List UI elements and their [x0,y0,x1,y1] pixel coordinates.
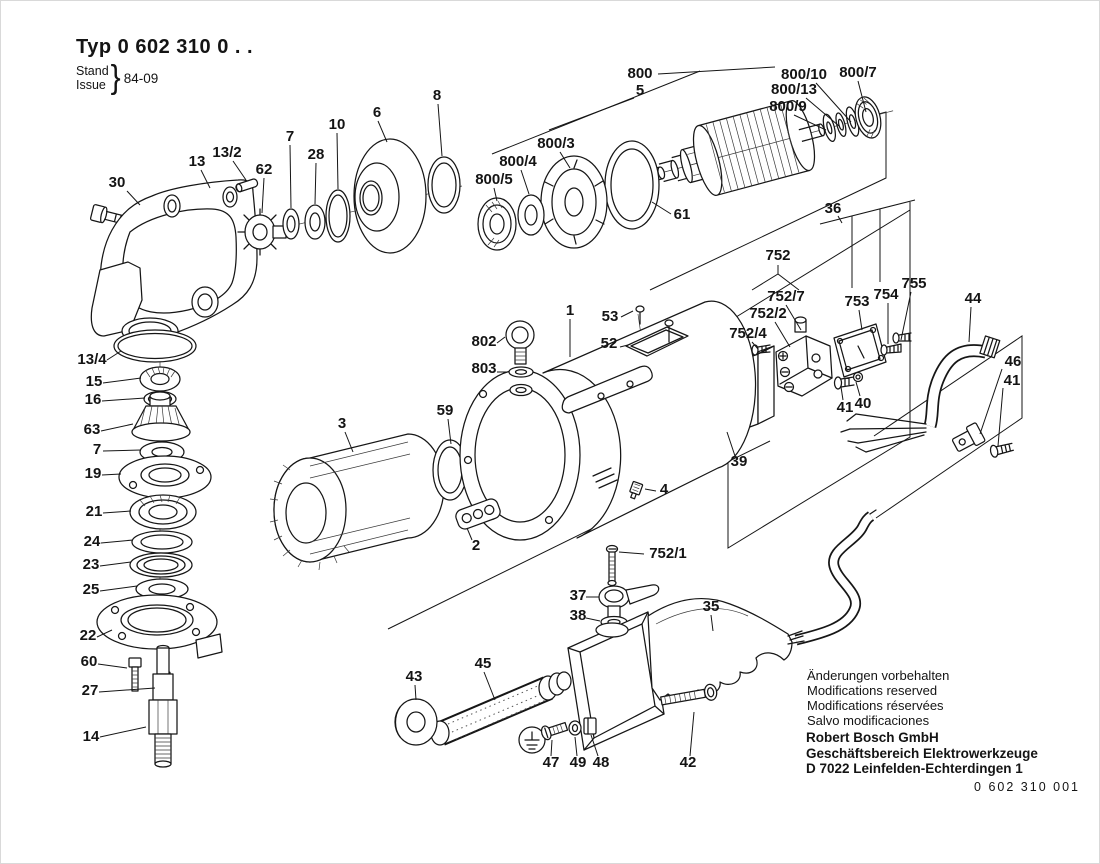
part-label-52: 52 [600,335,618,352]
part-label-1: 1 [565,302,575,319]
clamp-46 [950,422,985,454]
part-label-48: 48 [592,754,610,771]
part-label-13-2: 13/2 [212,144,242,161]
typ-label: Typ [76,36,112,58]
issue-label: Issue [76,78,106,92]
leader-30 [127,191,140,205]
leader-63 [101,424,133,431]
part-label-63: 63 [83,421,101,438]
needle-bearing-15 [140,367,180,391]
part-label-59: 59 [436,402,454,419]
part-label-802: 802 [471,333,497,350]
stator-3 [270,434,444,570]
ring-8 [428,157,460,213]
part-label-800-4: 800/4 [499,153,537,170]
part-label-800-9: 800/9 [769,98,807,115]
part-label-35: 35 [702,598,720,615]
foam-block-39-side [758,346,774,424]
part-label-16: 16 [84,391,102,408]
part-label-7: 7 [92,441,102,458]
leader-45 [484,672,495,700]
screw-60 [129,658,141,691]
leader-21 [103,511,131,513]
part-label-800: 800 [627,65,653,82]
group-motor [270,301,756,570]
plate-753 [834,324,886,377]
ring-10 [326,190,350,242]
part-label-800-5: 800/5 [475,171,513,188]
type-number: Typ 0 602 310 0 . . [76,36,254,58]
part-label-28: 28 [307,146,325,163]
screw-752-1 [607,546,618,583]
washer-7-front [283,209,299,239]
grommet-43 [395,699,437,745]
part-label-42: 42 [679,754,697,771]
bracket-752 [752,265,799,290]
leader-42 [690,712,694,756]
part-label-10: 10 [328,116,346,133]
leader-46 [980,369,1002,434]
part-label-800-10: 800/10 [781,66,827,83]
part-label-753: 753 [844,293,870,310]
housing-vents [593,468,617,488]
leader-753 [859,310,862,330]
part-label-752-7: 752/7 [767,288,805,305]
part-label-38: 38 [569,607,587,624]
part-label-752-4: 752/4 [729,325,767,342]
part-label-62: 62 [255,161,273,178]
leader-40 [856,382,860,396]
part-label-45: 45 [474,655,492,672]
screw-41-right [989,441,1014,457]
part-label-61: 61 [673,206,691,223]
leader-25 [100,586,137,591]
part-label-4: 4 [659,481,669,498]
part-label-23: 23 [82,556,100,573]
part-label-752-2: 752/2 [749,305,787,322]
leader-5 [549,98,634,130]
part-label-39: 39 [730,453,748,470]
part-label-41: 41 [1003,372,1021,389]
leader-6 [378,121,387,142]
ball-bearing-21 [130,495,196,529]
part-label-22: 22 [79,627,97,644]
washer-800-4 [518,195,544,235]
part-label-6: 6 [372,104,382,121]
ring-61 [605,141,659,229]
eye-bolt-802 [506,321,534,364]
leader-19 [102,474,121,475]
power-cord-body [796,516,871,640]
company-block [806,730,1038,777]
leader-13-4 [107,351,121,360]
leader-38 [586,618,600,621]
part-label-13: 13 [188,153,206,170]
leader-752-1 [619,552,644,554]
part-label-803: 803 [471,360,497,377]
leader-60 [98,664,127,668]
leader-14 [100,727,146,737]
part-label-14: 14 [82,728,100,745]
part-label-754: 754 [873,286,899,303]
leader-802 [497,337,505,343]
leader-10 [337,133,338,189]
company-division: Geschäftsbereich Elektrowerkzeuge [806,745,1038,761]
group-cable [796,336,1014,640]
modification-notes [807,668,949,728]
part-label-30: 30 [108,174,126,191]
part-label-25: 25 [82,581,100,598]
part-label-13-4: 13/4 [77,351,107,368]
washer-24 [132,531,192,553]
eyebolt-hole [510,385,532,396]
screw-754 [881,344,901,355]
cable-44-wires [841,414,926,452]
part-label-800-13: 800/13 [771,81,817,98]
note-en: Modifications reserved [807,683,938,698]
part-label-36: 36 [824,200,842,217]
bevel-pinion-62 [238,209,286,255]
leader-13-2 [233,161,246,180]
group-gear-head [90,139,460,344]
part-label-47: 47 [542,754,560,771]
leader-44 [969,307,971,342]
clamp-lever-37 [599,581,659,618]
washer-23 [130,553,192,577]
clip-48 [584,718,596,734]
brace-glyph: } [110,59,121,96]
power-cord-cut-end [870,510,876,514]
group-spindle-column [97,330,222,767]
o-ring-13-4 [114,330,196,362]
leader-16 [102,398,145,401]
issue-value: 84-09 [123,70,159,86]
spindle-14 [149,646,177,768]
stand-label: Stand [76,64,109,78]
company-address: D 7022 Leinfelden-Echterdingen 1 [806,761,1023,776]
washer-28 [305,205,325,239]
part-label-755: 755 [901,275,927,292]
flange-6 [354,139,426,253]
leader-24 [101,540,133,543]
leader-15 [103,378,141,383]
part-label-3: 3 [337,415,347,432]
fan-plate-800-3 [541,156,607,248]
gear-housing-13 [91,180,257,344]
part-label-44: 44 [964,290,982,307]
part-label-53: 53 [601,308,619,325]
washer-49 [569,721,581,735]
leader-800-10 [816,83,851,122]
part-label-15: 15 [85,373,103,390]
group-handle [395,546,804,754]
bevel-gear-63 [132,392,190,441]
leader-53 [621,311,633,317]
part-label-27: 27 [81,682,99,699]
part-label-752-1: 752/1 [649,545,687,562]
leader-62 [262,178,264,213]
note-fr: Modifications réservées [807,698,944,713]
company-name: Robert Bosch GmbH [806,730,939,745]
leader-7 [103,450,141,451]
bearing-800-5 [478,198,516,250]
note-es: Salvo modificaciones [807,713,930,728]
part-label-41: 41 [836,399,854,416]
part-label-37: 37 [569,587,587,604]
part-label-8: 8 [432,87,442,104]
part-label-800-7: 800/7 [839,64,877,81]
leader-8 [438,104,442,156]
part-label-24: 24 [83,533,101,550]
part-label-21: 21 [85,503,103,520]
leader-800-4 [521,170,529,194]
part-label-43: 43 [405,668,423,685]
leader-27 [99,688,155,692]
cable-44-end-fitting [980,336,1000,358]
document-number: 0 602 310 001 [974,780,1080,794]
part-label-7: 7 [285,128,295,145]
leader-43 [415,685,416,700]
part-label-752: 752 [765,247,791,264]
part-label-2: 2 [471,537,481,554]
part-label-60: 60 [80,653,98,670]
bearing-flange-19 [119,456,211,498]
note-de: Änderungen vorbehalten [807,668,950,683]
screw-47 [540,720,569,741]
leader-7 [290,145,291,208]
part-label-49: 49 [569,754,587,771]
leader-800-13 [806,98,839,126]
part-label-19: 19 [84,465,102,482]
leader-41 [998,388,1003,446]
part-label-5: 5 [635,82,645,99]
switch-752 [776,317,832,396]
leader-28 [315,163,316,204]
washer-803 [509,367,533,377]
bracket-800-group [658,67,775,74]
part-label-40: 40 [854,395,872,412]
leader-752-2 [775,322,790,347]
washer-40 [854,373,863,382]
part-label-800-3: 800/3 [537,135,575,152]
screw-41-left [835,377,855,389]
leader-23 [100,562,131,566]
part-label-46: 46 [1004,353,1022,370]
